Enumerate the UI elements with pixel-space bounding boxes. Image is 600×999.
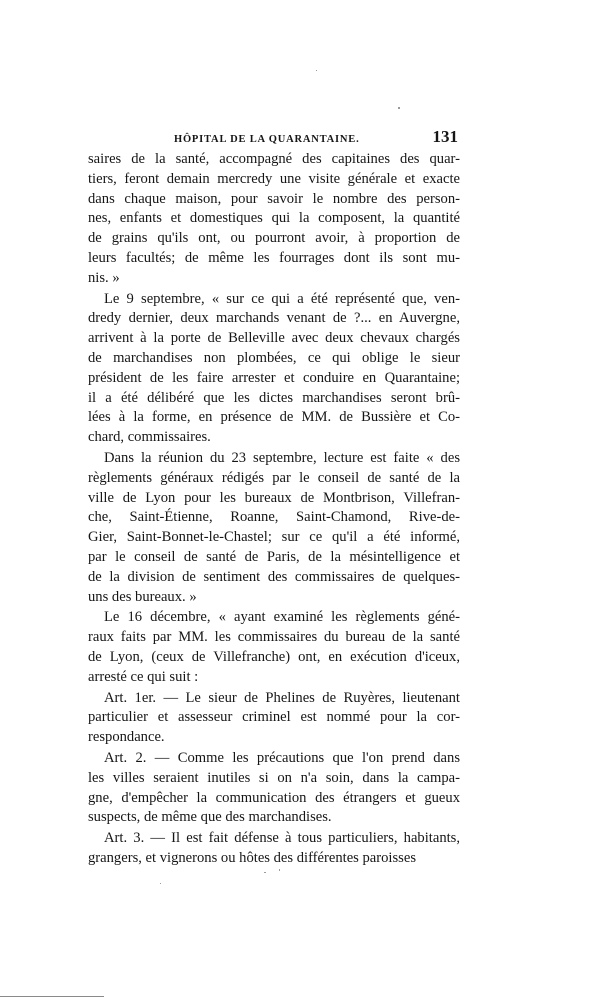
text-line: par le conseil de santé de Paris, de la mésintelligence et [88,548,460,565]
text-line: Gier, Saint-Bonnet-le-Chastel; sur ce qu'il a été informé, [88,529,460,546]
text-line: uns des bureaux. » [88,588,197,605]
text-line: de Lyon, (ceux de Villefranche) ont, en exécution d'iceux, [88,648,460,665]
paper-speck [160,883,161,884]
text-line: arrivent à la porte de Belleville avec deux chevaux chargés [88,330,460,347]
text-line: Art. 1er. — Le sieur de Phelines de Ruyères, lieutenant [104,689,460,706]
paper-speck [264,872,266,873]
paragraph-3 [88,449,460,607]
article-3 [88,829,460,869]
paragraph-1 [88,150,460,289]
text-line: gne, d'empêcher la communication des étrangers et gueux [88,789,460,806]
article-2 [88,749,460,828]
text-line: raux faits par MM. les commissaires du bureau de la santé [88,629,460,646]
paper-speck [316,70,317,71]
text-line: de grains qu'ils ont, ou pourront avoir, à proportion de [88,230,460,247]
text-line: Le 16 décembre, « ayant examiné les règlements géné- [104,609,460,626]
text-line: dredy dernier, deux marchands venant de ?... en Auvergne, [88,310,460,327]
text-line: suspects, de même que des marchandises. [88,809,332,826]
text-line: Dans la réunion du 23 septembre, lecture est faite « des [104,449,460,466]
text-line: les villes seraient inutiles si on n'a soin, dans la campa- [88,769,460,786]
text-line: leurs facultés; de même les fourrages dont ils sont mu- [88,249,460,266]
running-head [88,126,460,150]
paper-speck [279,869,280,871]
text-line: che, Saint-Étienne, Roanne, Saint-Chamond, Rive-de- [88,509,460,526]
text-line: Art. 2. — Comme les précautions que l'on prend dans [104,749,460,766]
page-edge-rule [0,996,104,997]
text-line: ville de Lyon pour les bureaux de Montbrison, Villefran- [88,489,460,506]
text-line: règlements généraux rédigés par le conseil de santé de la [88,469,460,486]
text-line: nis. » [88,269,120,286]
text-line: lées à la forme, en présence de MM. de Bussière et Co- [88,409,460,426]
text-line: nes, enfants et domestiques qui la composent, la quantité [88,210,460,227]
text-line: de marchandises non plombées, ce qui oblige le sieur [88,349,460,366]
text-line: respondance. [88,729,165,746]
page-number: 131 [432,127,458,146]
text-line: de la division de sentiment des commissaires de quelques- [88,568,460,585]
text-line: chard, commissaires. [88,429,211,446]
text-line: Le 9 septembre, « sur ce qui a été représenté que, ven- [104,290,460,307]
running-title: HÔPITAL DE LA QUARANTAINE. [174,134,360,145]
text-line: arresté ce qui suit : [88,668,199,685]
text-line: saires de la santé, accompagné des capitaines des quar- [88,151,460,167]
paper-speck [398,107,400,109]
text-line: président de les faire arrester et conduire en Quarantaine; [88,369,460,386]
paragraph-2 [88,290,460,448]
text-line: dans chaque maison, pour savoir le nombre des person- [88,190,460,207]
body-text [88,150,460,870]
text-line: particulier et assesseur criminel est nommé pour la cor- [88,709,460,726]
text-line: Art. 3. — Il est fait défense à tous particuliers, habitants, [104,830,460,847]
text-line: il a été délibéré que les dictes marchandises seront brû- [88,389,460,406]
paragraph-4 [88,608,460,687]
text-line: grangers, et vignerons ou hôtes des différentes paroisses [88,849,417,866]
article-1 [88,689,460,748]
text-line: tiers, feront demain mercredy une visite générale et exacte [88,170,460,187]
